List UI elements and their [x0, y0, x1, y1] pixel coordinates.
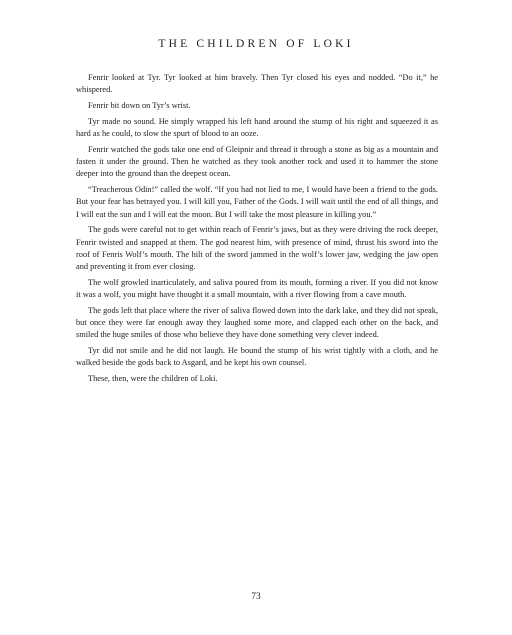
paragraph: Tyr made no sound. He simply wrapped his left hand around the stump of his right and squeezed it as hard as he could, to slow the spurt of blood to an ooze.: [76, 117, 438, 139]
paragraph: The gods left that place where the river of saliva flowed down into the dark lake, and they did not speak, but once they were far enough away they laughed some more, and clapped each other on the back, and smiled the huge smiles of those who believe they have done something very clever indeed.: [76, 305, 438, 340]
paragraph: Fenrir bit down on Tyr’s wrist.: [88, 101, 191, 111]
paragraph: These, then, were the children of Loki.: [88, 374, 218, 384]
paragraph: Fenrir looked at Tyr. Tyr looked at him bravely. Then Tyr closed his eyes and nodded. “Do it,” he whispered.: [76, 73, 438, 95]
page-number: 73: [251, 592, 261, 602]
paragraph: Tyr did not smile and he did not laugh. He bound the stump of his wrist tightly with a cloth, and he walked beside the gods back to Asgard, and he kept his own counsel.: [76, 346, 438, 368]
paragraph: The wolf growled inarticulately, and saliva poured from its mouth, forming a river. If you did not know it was a wolf, you might have thought it a small mountain, with a river flowing from a cave mouth.: [76, 277, 438, 299]
body-text: [76, 72, 438, 389]
paragraph: “Treacherous Odin!” called the wolf. “If you had not lied to me, I would have been a friend to the gods. But your fear has betrayed you. I will kill you, Father of the Gods. I will wait until the end of all things, and I will eat the sun and I will eat the moon. But I will take the most pleasure in killing you.”: [76, 185, 438, 219]
paragraph: The gods were careful not to get within reach of Fenrir’s jaws, but as they were driving the rock deeper, Fenrir twisted and snapped at them. The god nearest him, with presence of mind, thrust his sword into the roof of Fenris Wolf’s mouth. The hilt of the sword jammed in the wolf’s lower jaw, wedging the jaw open and preventing it from ever closing.: [76, 225, 438, 271]
running-head: THE CHILDREN OF LOKI: [158, 38, 354, 50]
paragraph: Fenrir watched the gods take one end of Gleipnir and thread it through a stone as big as a mountain and fasten it under the ground. Then he watched as they took another rock and used it to hammer the stone deeper into the ground than the deepest ocean.: [76, 145, 438, 179]
